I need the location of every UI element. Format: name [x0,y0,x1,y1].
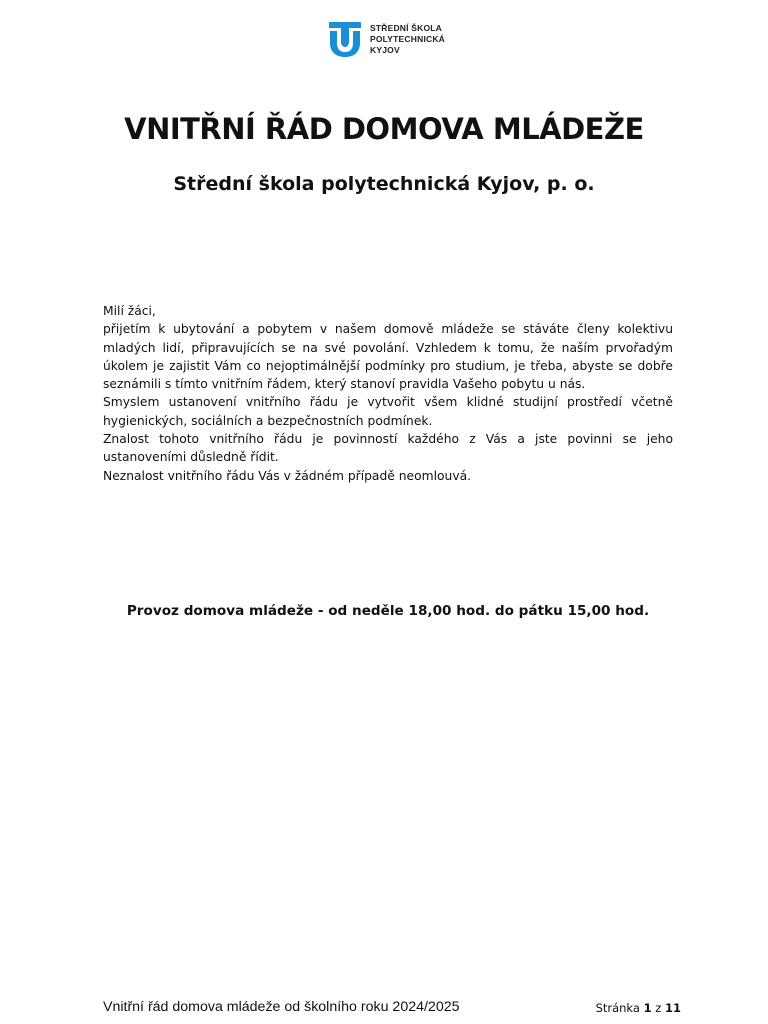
intro-paragraph: přijetím k ubytování a pobytem v našem domově mládeže se stáváte členy kolektivu mladých lidí, připravujících se na své povolání. Vzhledem k tomu, že naším prvořadým úkolem je zajistit Vám co nejoptimálnější podmínky pro studium, je třeba, abyste se dobře seznámili s tímto vnitřním řádem, který stanoví pravidla Vašeho pobytu u nás. [103,322,673,392]
logo-line-3: KYJOV [370,44,400,55]
document-title: VNITŘNÍ ŘÁD DOMOVA MLÁDEŽE [124,112,644,146]
intro-paragraph: Neznalost vnitřního řádu Vás v žádném případě neomlouvá. [103,468,472,483]
page-total: 11 [664,1001,681,1015]
page-current: 1 [643,1001,652,1015]
intro-paragraph: Smyslem ustanovení vnitřního řádu je vytvořit všem klidné studijní prostředí včetně hygienických, sociálních a bezpečnostních podmínek. [103,395,673,428]
intro-section [103,302,673,485]
document-subtitle: Střední škola polytechnická Kyjov, p. o. [173,173,595,195]
footer-page-number [596,1001,681,1015]
intro-greeting: Milí žáci, [103,304,156,318]
school-logo-icon [328,20,362,58]
logo-line-1: STŘEDNÍ ŠKOLA [370,22,443,33]
school-logo [328,20,445,58]
school-logo-text [370,23,445,56]
logo-line-2: POLYTECHNICKÁ [370,33,446,44]
operation-hours: Provoz domova mládeže - od neděle 18,00 hod. do pátku 15,00 hod. [126,603,650,619]
page-separator: z [655,1001,662,1015]
page-label: Stránka [595,1001,640,1015]
footer-document-name: Vnitřní řád domova mládeže od školního roku 2024/2025 [103,999,460,1015]
intro-paragraph: Znalost tohoto vnitřního řádu je povinností každého z Vás a jste povinni se jeho ustanoveními důsledně řídit. [103,432,673,465]
